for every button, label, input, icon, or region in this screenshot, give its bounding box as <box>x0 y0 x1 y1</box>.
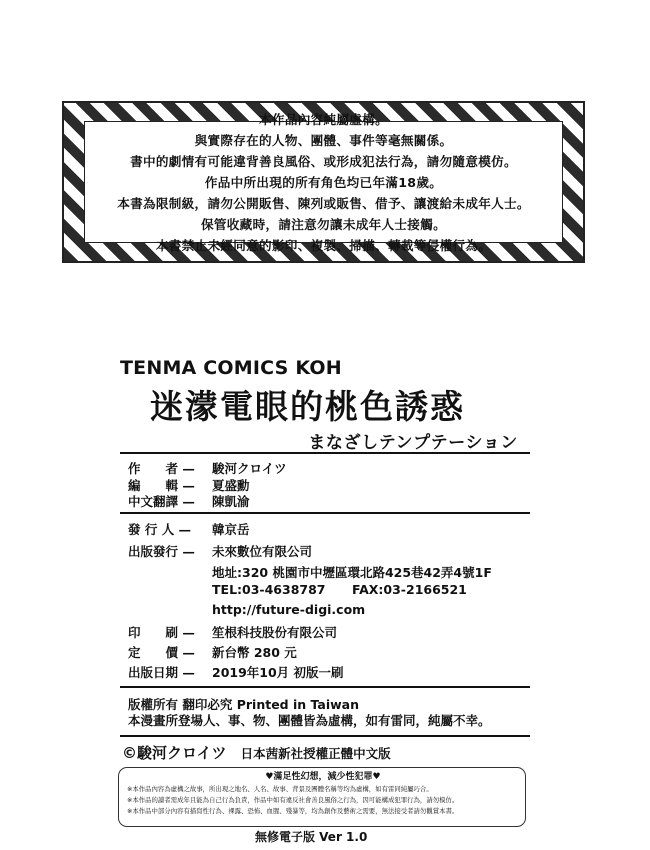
credit-label: 編 輯 — <box>128 478 195 493</box>
warning-line: 本作品內容純屬虛構。 <box>259 111 388 127</box>
warning-text-panel <box>84 111 563 253</box>
credit-value: 夏盛勳 <box>212 478 250 493</box>
issuer-label: 發 行 人 — <box>128 522 192 537</box>
issuer-value: 韓京岳 <box>212 522 250 537</box>
notice-heading: ♥滿足性幻想，減少性犯罪♥ <box>265 772 381 782</box>
warning-box <box>62 101 585 263</box>
publisher-label: 出版發行 — <box>128 544 195 559</box>
printer-row <box>128 623 338 641</box>
notice-line: ※本作品的讀者需成年且能為自己行為負責，作品中如有違反社會善良風俗之行為，因可能構成犯罪行為，請勿模仿。 <box>127 796 459 804</box>
publisher-fax: FAX:03-2166521 <box>352 582 467 597</box>
divider <box>120 735 530 737</box>
fiction-disclaimer: 本漫畫所登場人、事、物、團體皆為虛構，如有雷同，純屬不幸。 <box>128 713 491 728</box>
license-text: 日本茜新社授權正體中文版 <box>240 746 391 761</box>
notice-line: ※本作品中部分內容有描寫性行為、裸露、恐怖、血腥、殘暴等，均為創作及藝術之需要，無法接受者請勿觀賞本書。 <box>127 807 459 815</box>
copyright-line <box>122 742 391 763</box>
publisher-tel: TEL:03-4638787 <box>212 582 326 597</box>
notice-box <box>118 767 526 827</box>
warning-line: 保管收藏時，請注意勿讓未成年人士接觸。 <box>201 216 446 232</box>
book-subtitle: まなざしテンプテーション <box>308 433 518 453</box>
date-label: 出版日期 — <box>128 665 195 680</box>
publisher-value: 未來數位有限公司 <box>212 544 313 559</box>
book-title: 迷濛電眼的桃色誘惑 <box>150 387 465 426</box>
warning-line: 書中的劇情有可能違背善良風俗、或形成犯法行為，請勿隨意模仿。 <box>130 153 517 169</box>
warning-line: 本書為限制級，請勿公開販售、陳列或販售、借予、讓渡給未成年人士。 <box>117 195 530 211</box>
printer-label: 印 刷 — <box>128 625 195 640</box>
divider <box>120 686 530 688</box>
price-row <box>128 643 297 661</box>
credit-label: 作 者 — <box>128 461 195 476</box>
credit-value: 駿河クロイツ <box>212 461 287 476</box>
copyright-holder: ©駿河クロイツ <box>122 744 227 762</box>
rights-line: 版權所有 翻印必究 Printed in Taiwan <box>128 697 360 712</box>
date-row <box>128 663 344 681</box>
credit-label: 中文翻譯 — <box>128 494 195 509</box>
divider <box>120 512 530 514</box>
printer-value: 笙根科技股份有限公司 <box>212 625 338 640</box>
warning-line: 與實際存在的人物、團體、事件等毫無關係。 <box>194 132 453 148</box>
notice-line: ※本作品內容為虛構之故事，所出現之地名、人名、故事、背景及團體名稱等均為虛構，如有雷同純屬巧合。 <box>127 785 433 793</box>
publisher-address: 地址:320 桃園市中壢區環北路425巷42弄4號1F <box>212 565 492 580</box>
publisher-url: http://future-digi.com <box>212 602 366 617</box>
credit-value: 陳凱渝 <box>212 494 250 509</box>
date-value: 2019年10月 初版一刷 <box>212 665 344 680</box>
series-brand: TENMA COMICS KOH <box>120 357 342 379</box>
price-value: 新台幣 280 元 <box>212 645 297 660</box>
credit-author <box>128 459 287 477</box>
divider <box>120 452 530 454</box>
publisher-row <box>128 542 313 560</box>
credit-translator <box>128 492 250 510</box>
warning-line: 作品中所出現的所有角色均已年滿18歲。 <box>204 174 443 190</box>
issuer-row <box>128 520 250 538</box>
price-label: 定 價 — <box>128 645 195 660</box>
warning-line: 本書禁止未經同意的影印、複製、掃描、轉載等侵權行為。 <box>155 237 492 253</box>
version-label: 無修電子版 Ver 1.0 <box>255 830 368 844</box>
